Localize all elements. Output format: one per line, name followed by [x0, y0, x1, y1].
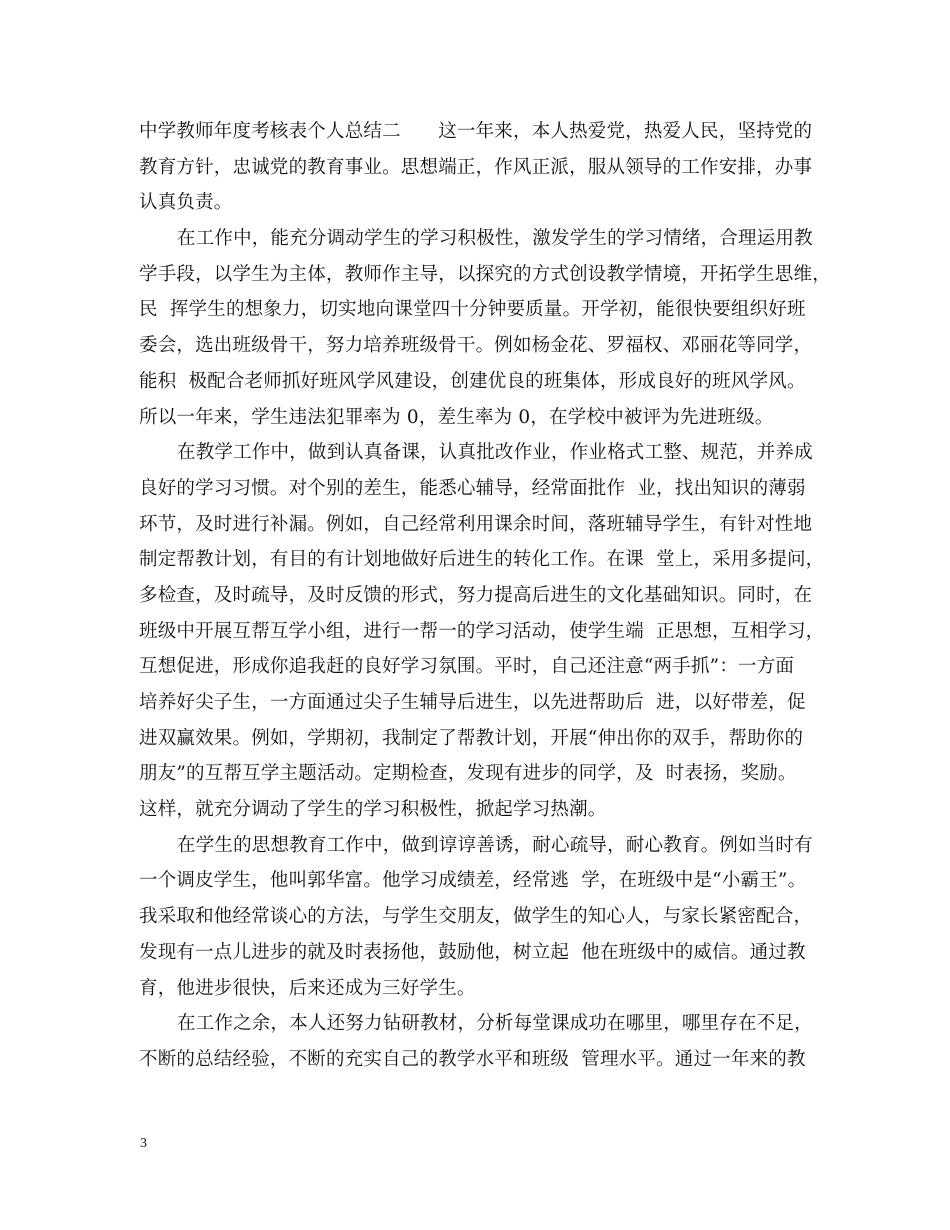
text-line: 我采取和他经常谈心的方法，与学生交朋友，做学生的知心人，与家长紧密配合，	[139, 906, 813, 928]
text-line: 进双赢效果。例如，学期初，我制定了帮教计划，开展“伸出你的双手，帮助你的	[139, 727, 804, 749]
text-line: 朋友”的互帮互学主题活动。定期检查，发现有进步的同学，及 时表扬，奖励。	[139, 763, 797, 785]
text-line: 制定帮教计划，有目的有计划地做好后进生的转化工作。在课 堂上，采用多提问，	[139, 549, 825, 571]
text-line: 多检查，及时疏导，及时反馈的形式，努力提高后进生的文化基础知识。同时，在	[139, 584, 813, 606]
page-number: 3	[140, 1136, 147, 1151]
paragraph-start-line: 在学生的思想教育工作中，做到谆谆善诱，耐心疏导，耐心教育。例如当时有	[177, 834, 813, 856]
text-line: 所以一年来，学生违法犯罪率为 0，差生率为 0，在学校中被评为先进班级。	[139, 406, 774, 428]
paragraph-start-line: 在工作之余，本人还努力钻研教材，分析每堂课成功在哪里，哪里存在不足，	[177, 1013, 813, 1035]
text-line: 民 挥学生的想象力，切实地向课堂四十分钟要质量。开学初，能很快要组织好班	[139, 299, 806, 321]
text-line: 一个调皮学生，他叫郭华富。他学习成绩差，经常逃 学，在班级中是“小霸王”。	[139, 870, 807, 892]
text-line: 教育方针，忠诚党的教育事业。思想端正，作风正派，服从领导的工作安排，办事	[139, 156, 813, 178]
text-line: 班级中开展互帮互学小组，进行一帮一的学习活动，使学生端 正思想，互相学习，	[139, 620, 825, 642]
paragraph-start-line: 在教学工作中，做到认真备课，认真批改作业，作业格式工整、规范，并养成	[177, 442, 813, 464]
text-line: 不断的总结经验，不断的充实自己的教学水平和班级 管理水平。通过一年来的教	[139, 1048, 806, 1070]
text-line: 互想促进，形成你追我赶的良好学习氛围。平时，自己还注意“两手抓”：一方面	[139, 656, 795, 678]
text-line: 育，他进步很快，后来还成为三好学生。	[139, 977, 476, 999]
text-line: 中学教师年度考核表个人总结二 这一年来，本人热爱党，热爱人民，坚持党的	[139, 121, 813, 142]
text-line: 发现有一点儿进步的就及时表扬他，鼓励他，树立起 他在班级中的威信。通过教	[139, 941, 806, 963]
paragraph-start-line: 在工作中，能充分调动学生的学习积极性，激发学生的学习情绪，合理运用教	[177, 228, 813, 250]
text-line: 委会，选出班级骨干，努力培养班级骨干。例如杨金花、罗福权、邓丽花等同学，	[139, 335, 813, 357]
text-line: 培养好尖子生，一方面通过尖子生辅导后进生，以先进帮助后 进，以好带差，促	[139, 692, 806, 713]
text-line: 良好的学习习惯。对个别的差生，能悉心辅导，经常面批作 业，找出知识的薄弱	[139, 477, 806, 499]
text-line: 这样，就充分调动了学生的学习积极性，掀起学习热潮。	[139, 799, 607, 821]
document-body	[139, 114, 831, 1078]
text-line: 能积 极配合老师抓好班风学风建设，创建优良的班集体，形成良好的班风学风。	[139, 370, 806, 392]
text-line: 环节，及时进行补漏。例如，自己经常利用课余时间，落班辅导学生，有针对性地	[139, 513, 813, 535]
text-line: 认真负责。	[139, 192, 233, 214]
text-line: 学手段，以学生为主体，教师作主导，以探究的方式创设教学情境，开拓学生思维，	[139, 263, 831, 285]
